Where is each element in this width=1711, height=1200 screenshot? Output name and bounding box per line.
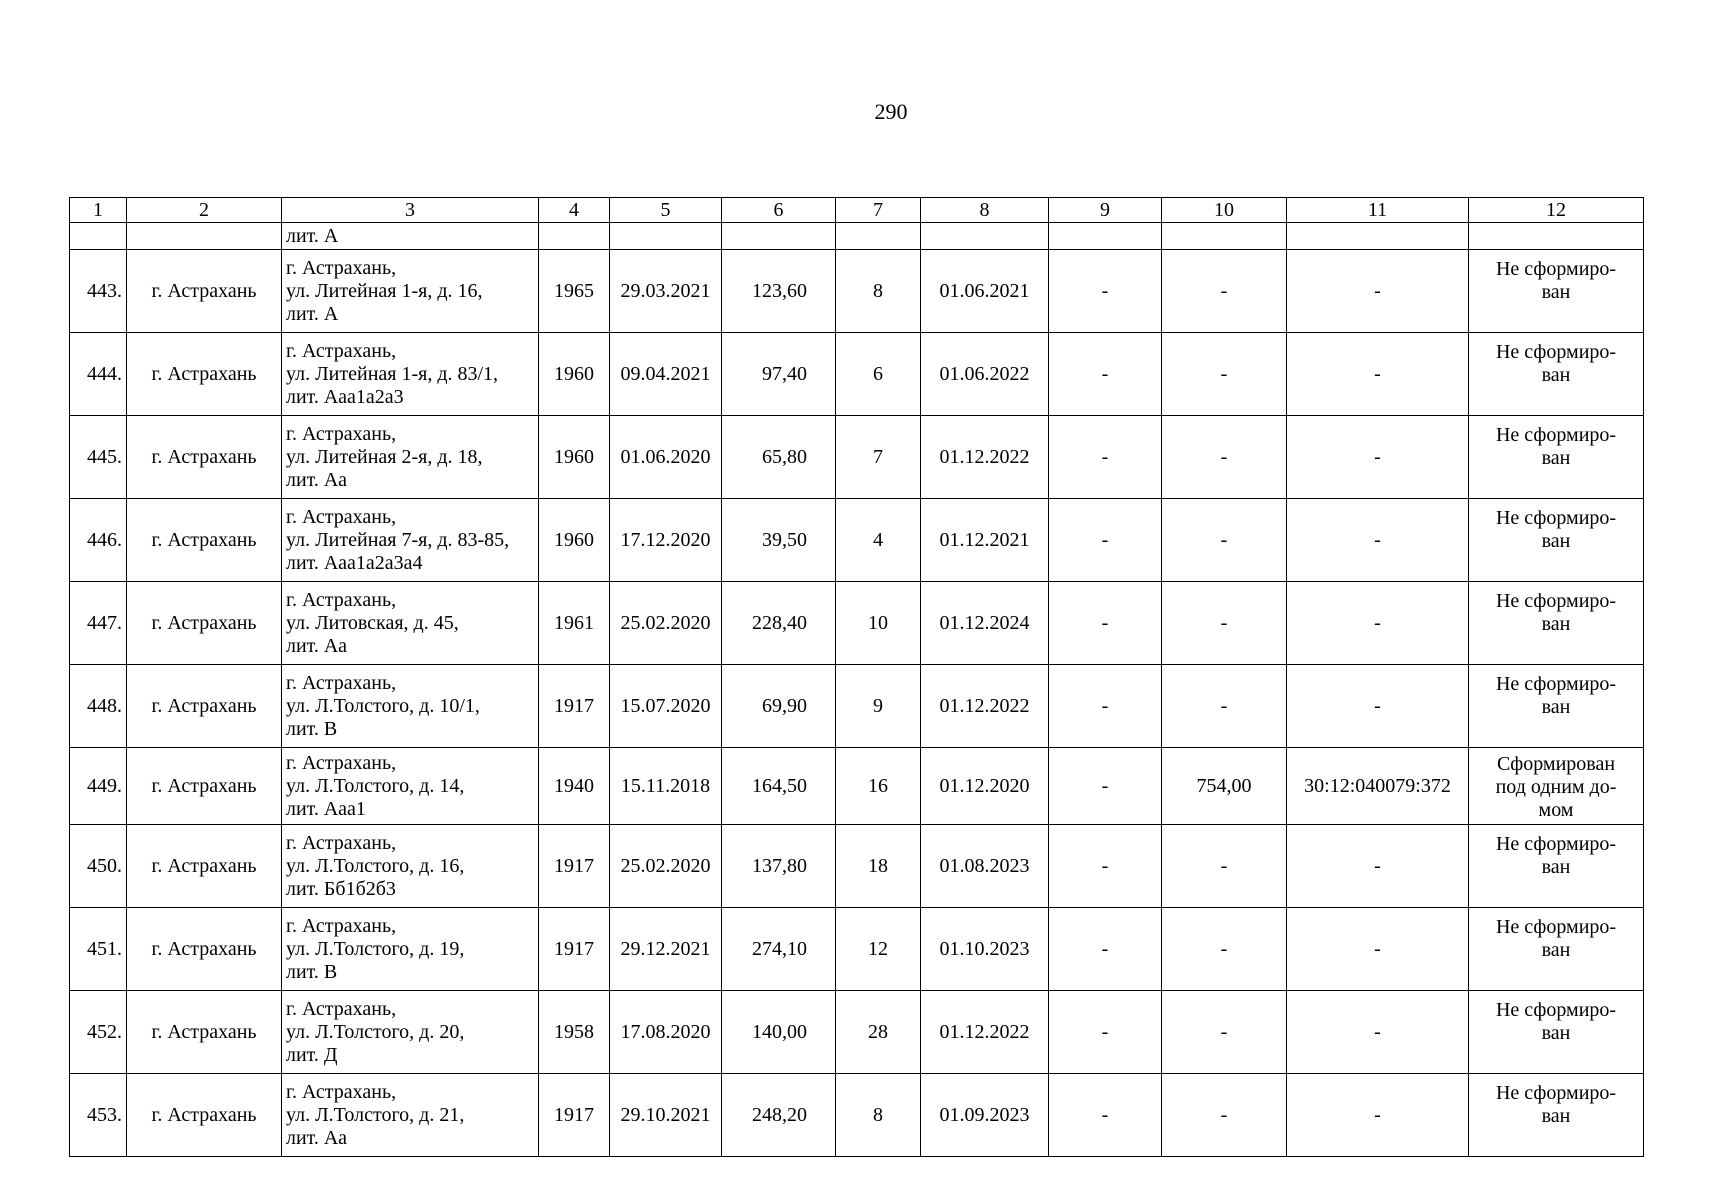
table-row [70,908,1644,991]
year-cell: 1960 [539,499,610,582]
cadastral-number-cell: - [1287,825,1469,908]
row-number-cell: 451. [70,908,127,991]
year-cell: 1940 [539,748,610,825]
address-line: г. Астрахань, [286,339,397,362]
area-cell: 140,00 [722,991,836,1074]
address-line: лит. Ааа1 [286,797,366,820]
address-cell [282,499,539,582]
status-line: Не сформиро- [1495,833,1617,855]
city-cell: г. Астрахань [127,665,282,748]
table-row [70,748,1644,825]
planned-date-cell: 01.12.2024 [921,582,1049,665]
address-line: г. Астрахань, [286,831,397,854]
address-line: лит. В [286,717,338,740]
land-status-cell [1469,416,1644,499]
address-cell [282,416,539,499]
address-line: ул. Литовская, д. 45, [286,611,459,634]
column-header: 8 [921,198,1049,223]
status-line: Не сформиро- [1495,590,1617,612]
city-cell: г. Астрахань [127,908,282,991]
land-status-cell [1469,991,1644,1074]
cadastral-number-cell: - [1287,333,1469,416]
table-row [70,1074,1644,1157]
column-header: 4 [539,198,610,223]
page-number: 290 [874,99,908,124]
address-line: лит. Бб1б2б3 [286,877,396,900]
city-cell: г. Астрахань [127,991,282,1074]
year-cell: 1917 [539,665,610,748]
address-line: лит. Д [286,1043,338,1066]
address-line: лит. А [286,302,339,325]
land-status-cell [1469,582,1644,665]
area-cell: 228,40 [722,582,836,665]
address-line: г. Астрахань, [286,256,397,279]
land-area-cell: - [1162,991,1287,1074]
land-area-cell: - [1162,416,1287,499]
row-number-cell: 443. [70,250,127,333]
column-header: 7 [836,198,921,223]
status-line: Не сформиро- [1495,999,1617,1021]
year-cell: 1965 [539,250,610,333]
address-cell [282,582,539,665]
column-9-cell: - [1049,908,1162,991]
land-area-cell: - [1162,908,1287,991]
row-number-cell: 453. [70,1074,127,1157]
status-line: Не сформиро- [1495,258,1617,280]
table-row [70,665,1644,748]
column-header: 5 [610,198,722,223]
year-cell: 1917 [539,1074,610,1157]
column-9-cell: - [1049,499,1162,582]
address-line: г. Астрахань, [286,997,397,1020]
row-number-cell: 446. [70,499,127,582]
column-header: 2 [127,198,282,223]
address-line: г. Астрахань, [286,751,397,774]
table-body [70,223,1644,1157]
residents-count-cell: 10 [836,582,921,665]
cadastral-number-cell: - [1287,665,1469,748]
column-header: 1 [70,198,127,223]
address-line: ул. Л.Толстого, д. 16, [286,854,465,877]
city-cell: г. Астрахань [127,250,282,333]
address-line: лит. Аа [286,634,347,657]
address-cell [282,908,539,991]
address-line: лит. В [286,960,338,983]
address-cell [282,333,539,416]
city-cell [127,223,282,250]
status-line: ван [1541,1022,1571,1044]
cadastral-number-cell [1287,223,1469,250]
land-status-cell [1469,825,1644,908]
address-line: ул. Литейная 7-я, д. 83-85, [286,528,510,551]
status-line: ван [1541,696,1571,718]
land-area-cell: - [1162,582,1287,665]
column-9-cell [1049,223,1162,250]
address-line: ул. Л.Толстого, д. 19, [286,937,465,960]
area-cell: 164,50 [722,748,836,825]
row-number-cell: 449. [70,748,127,825]
address-line: лит. А [286,225,339,247]
column-9-cell: - [1049,991,1162,1074]
address-cell [282,1074,539,1157]
address-cell [282,748,539,825]
column-header: 11 [1287,198,1469,223]
table-row [70,333,1644,416]
column-9-cell: - [1049,333,1162,416]
year-cell: 1958 [539,991,610,1074]
address-cell [282,223,539,250]
status-line: Не сформиро- [1495,916,1617,938]
residents-count-cell: 7 [836,416,921,499]
column-9-cell: - [1049,665,1162,748]
status-line: ван [1541,447,1571,469]
planned-date-cell: 01.06.2021 [921,250,1049,333]
address-line: лит. Ааа1а2а3 [286,385,404,408]
inspection-date-cell: 29.12.2021 [610,908,722,991]
land-status-cell [1469,223,1644,250]
column-number-row [70,198,1644,223]
city-cell: г. Астрахань [127,333,282,416]
status-line: ван [1541,939,1571,961]
column-header: 9 [1049,198,1162,223]
address-line: ул. Л.Толстого, д. 14, [286,774,465,797]
column-9-cell: - [1049,582,1162,665]
column-9-cell: - [1049,825,1162,908]
address-line: ул. Литейная 1-я, д. 16, [286,279,483,302]
planned-date-cell: 01.12.2022 [921,665,1049,748]
residents-count-cell: 12 [836,908,921,991]
land-area-cell: 754,00 [1162,748,1287,825]
column-9-cell: - [1049,416,1162,499]
status-line: ван [1541,281,1571,303]
land-status-cell [1469,250,1644,333]
inspection-date-cell: 25.02.2020 [610,825,722,908]
planned-date-cell: 01.12.2020 [921,748,1049,825]
land-status-cell [1469,333,1644,416]
residents-count-cell: 9 [836,665,921,748]
land-area-cell: - [1162,499,1287,582]
row-number-cell [70,223,127,250]
address-line: г. Астрахань, [286,1080,397,1103]
area-cell: 97,40 [722,333,836,416]
area-cell: 69,90 [722,665,836,748]
continuation-row [70,223,1644,250]
status-line: под одним до- [1495,775,1617,798]
year-cell: 1917 [539,825,610,908]
area-cell: 248,20 [722,1074,836,1157]
cadastral-number-cell: - [1287,908,1469,991]
land-area-cell [1162,223,1287,250]
city-cell: г. Астрахань [127,748,282,825]
address-line: г. Астрахань, [286,588,397,611]
cadastral-number-cell: - [1287,1074,1469,1157]
column-header: 10 [1162,198,1287,223]
land-area-cell: - [1162,665,1287,748]
table-row [70,250,1644,333]
planned-date-cell: 01.10.2023 [921,908,1049,991]
residents-count-cell: 8 [836,1074,921,1157]
row-number-cell: 450. [70,825,127,908]
year-cell: 1960 [539,416,610,499]
address-cell [282,991,539,1074]
residents-count-cell [836,223,921,250]
status-line: Не сформиро- [1495,507,1617,529]
planned-date-cell: 01.09.2023 [921,1074,1049,1157]
land-status-cell [1469,748,1644,825]
land-status-cell [1469,665,1644,748]
area-cell [722,223,836,250]
table-row [70,991,1644,1074]
planned-date-cell: 01.12.2021 [921,499,1049,582]
cadastral-number-cell: - [1287,250,1469,333]
year-cell: 1917 [539,908,610,991]
inspection-date-cell: 29.10.2021 [610,1074,722,1157]
land-status-cell [1469,499,1644,582]
address-cell [282,250,539,333]
city-cell: г. Астрахань [127,416,282,499]
year-cell: 1960 [539,333,610,416]
address-line: ул. Л.Толстого, д. 21, [286,1103,465,1126]
row-number-cell: 444. [70,333,127,416]
cadastral-number-cell: - [1287,416,1469,499]
status-line: ван [1541,613,1571,635]
register-table [69,197,1644,1157]
area-cell: 274,10 [722,908,836,991]
inspection-date-cell: 17.08.2020 [610,991,722,1074]
address-cell [282,665,539,748]
address-line: ул. Л.Толстого, д. 10/1, [286,694,480,717]
planned-date-cell: 01.08.2023 [921,825,1049,908]
row-number-cell: 445. [70,416,127,499]
address-line: лит. Аа [286,468,347,491]
column-9-cell: - [1049,1074,1162,1157]
status-line: ван [1541,1105,1571,1127]
land-status-cell [1469,908,1644,991]
address-line: лит. Ааа1а2а3а4 [286,551,423,574]
inspection-date-cell: 17.12.2020 [610,499,722,582]
inspection-date-cell: 09.04.2021 [610,333,722,416]
status-line: ван [1541,856,1571,878]
address-line: ул. Л.Толстого, д. 20, [286,1020,465,1043]
inspection-date-cell: 29.03.2021 [610,250,722,333]
column-header: 12 [1469,198,1644,223]
address-line: лит. Аа [286,1126,347,1149]
table-header [70,198,1644,223]
status-line: Сформирован [1496,752,1616,775]
inspection-date-cell: 15.07.2020 [610,665,722,748]
cadastral-number-cell: 30:12:040079:372 [1287,748,1469,825]
status-line: ван [1541,364,1571,386]
residents-count-cell: 6 [836,333,921,416]
address-line: г. Астрахань, [286,671,397,694]
inspection-date-cell: 25.02.2020 [610,582,722,665]
row-number-cell: 447. [70,582,127,665]
cadastral-number-cell: - [1287,582,1469,665]
residents-count-cell: 4 [836,499,921,582]
inspection-date-cell [610,223,722,250]
planned-date-cell: 01.06.2022 [921,333,1049,416]
status-line: Не сформиро- [1495,1082,1617,1104]
column-header: 3 [282,198,539,223]
area-cell: 39,50 [722,499,836,582]
cadastral-number-cell: - [1287,991,1469,1074]
address-cell [282,825,539,908]
land-status-cell [1469,1074,1644,1157]
area-cell: 65,80 [722,416,836,499]
inspection-date-cell: 01.06.2020 [610,416,722,499]
area-cell: 123,60 [722,250,836,333]
column-header: 6 [722,198,836,223]
land-area-cell: - [1162,333,1287,416]
land-area-cell: - [1162,250,1287,333]
planned-date-cell: 01.12.2022 [921,991,1049,1074]
planned-date-cell [921,223,1049,250]
address-line: г. Астрахань, [286,914,397,937]
inspection-date-cell: 15.11.2018 [610,748,722,825]
status-line: мом [1538,798,1574,821]
address-line: г. Астрахань, [286,505,397,528]
address-line: ул. Литейная 1-я, д. 83/1, [286,362,499,385]
city-cell: г. Астрахань [127,499,282,582]
residents-count-cell: 18 [836,825,921,908]
row-number-cell: 448. [70,665,127,748]
city-cell: г. Астрахань [127,1074,282,1157]
planned-date-cell: 01.12.2022 [921,416,1049,499]
column-9-cell: - [1049,250,1162,333]
address-line: г. Астрахань, [286,422,397,445]
column-9-cell: - [1049,748,1162,825]
residents-count-cell: 16 [836,748,921,825]
area-cell: 137,80 [722,825,836,908]
status-line: Не сформиро- [1495,341,1617,363]
table-row [70,825,1644,908]
city-cell: г. Астрахань [127,582,282,665]
cadastral-number-cell: - [1287,499,1469,582]
row-number-cell: 452. [70,991,127,1074]
status-line: ван [1541,530,1571,552]
address-line: ул. Литейная 2-я, д. 18, [286,445,483,468]
status-line: Не сформиро- [1495,424,1617,446]
table-row [70,582,1644,665]
city-cell: г. Астрахань [127,825,282,908]
land-area-cell: - [1162,1074,1287,1157]
land-area-cell: - [1162,825,1287,908]
status-line: Не сформиро- [1495,673,1617,695]
table-row [70,416,1644,499]
residents-count-cell: 8 [836,250,921,333]
table-row [70,499,1644,582]
residents-count-cell: 28 [836,991,921,1074]
year-cell [539,223,610,250]
year-cell: 1961 [539,582,610,665]
